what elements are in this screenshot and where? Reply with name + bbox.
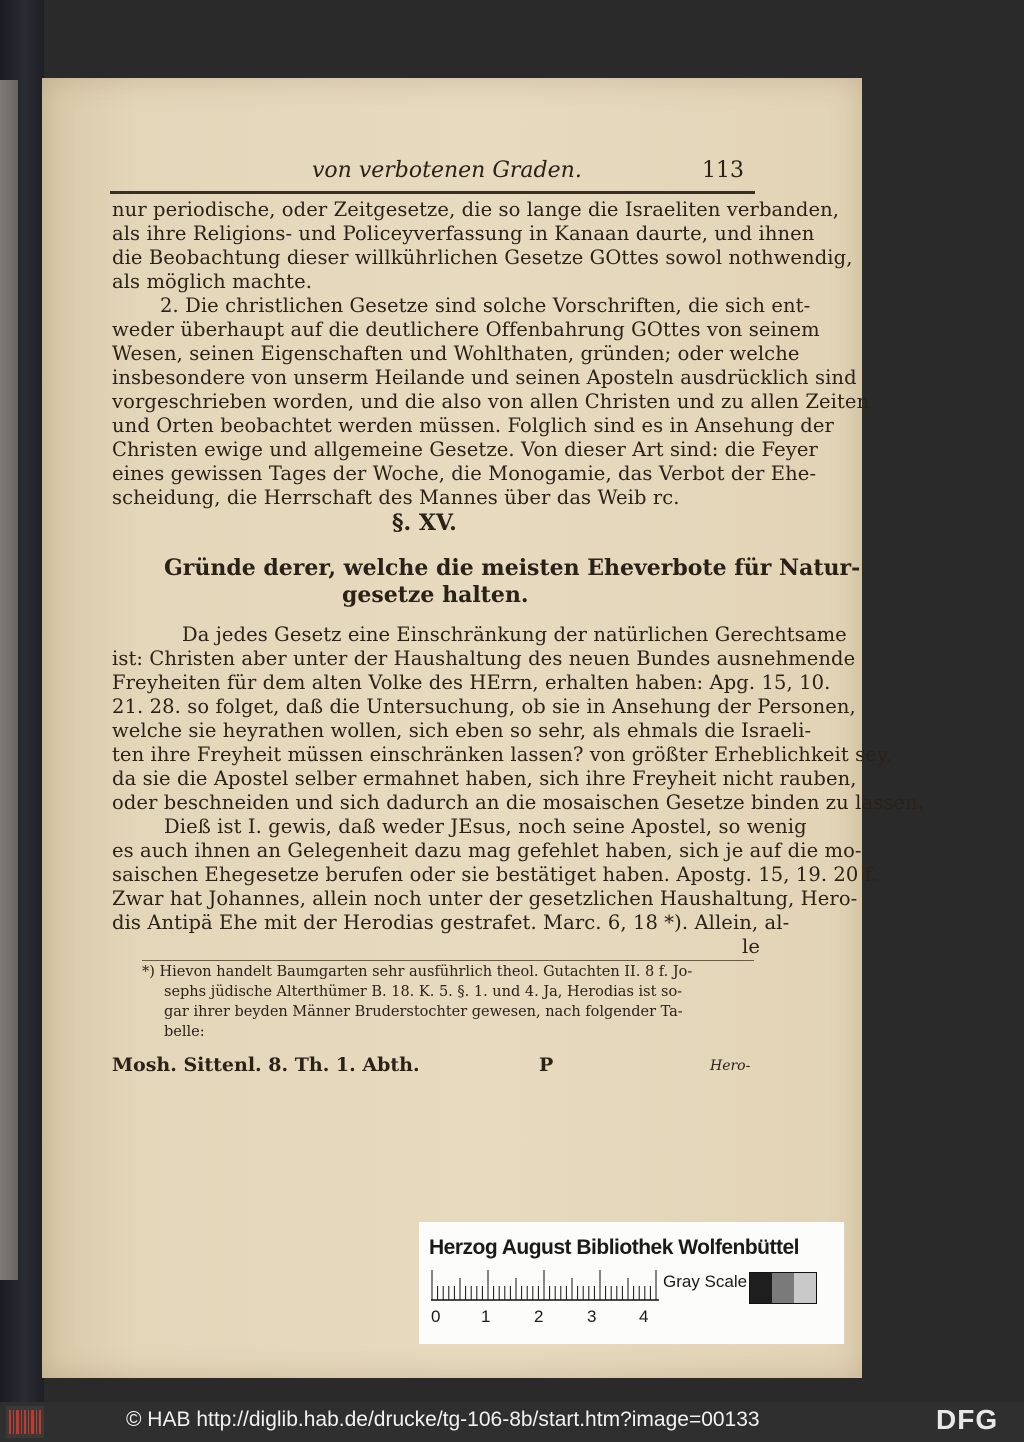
body-line: nur periodische, oder Zeitgesetze, die so lange die Israeliten verbanden, (112, 198, 840, 221)
header-rule (110, 191, 755, 194)
body-line: oder beschneiden und sich dadurch an die mosaischen Gesetze binden zu lassen. (112, 791, 924, 814)
body-line: saischen Ehegesetze berufen oder sie bestätiget haben. Apostg. 15, 19. 20 f. (112, 863, 878, 886)
dfg-logo: DFG (936, 1404, 999, 1435)
signature-mark: P (539, 1054, 554, 1076)
library-name: Herzog August Bibliothek Wolfenbüttel (429, 1236, 799, 1259)
footnote-line: sephs jüdische Alterthümer B. 18. K. 5. §. 1. und 4. Ja, Herodias ist so- (164, 984, 683, 1000)
body-line: Dieß ist I. gewis, daß weder JEsus, noch seine Apostel, so wenig (164, 815, 807, 838)
scale-number: 4 (639, 1307, 649, 1326)
body-line: Wesen, seinen Eigenschaften und Wohlthaten, gründen; oder welche (112, 342, 800, 365)
ruler-icon (431, 1269, 659, 1301)
body-line: dis Antipä Ehe mit der Herodias gestrafet. Marc. 6, 18 *). Allein, al- (112, 911, 790, 934)
body-line: Freyheiten für dem alten Volke des HErrn, erhalten haben: Apg. 15, 10. (112, 671, 831, 694)
body-line: als ihre Religions- und Policeyverfassung in Kanaan daurte, und ihnen (112, 222, 815, 245)
body-line: die Beobachtung dieser willkührlichen Gesetze GOttes sowol nothwendig, (112, 246, 853, 269)
scale-number: 2 (534, 1307, 544, 1326)
body-line: welche sie heyrathen wollen, sich eben so sehr, als ehmals die Israeli- (112, 719, 812, 742)
catchword: le (742, 935, 760, 958)
body-line: und Orten beobachtet werden müssen. Folglich sind es in Ansehung der (112, 414, 834, 437)
body-line: Da jedes Gesetz eine Einschränkung der natürlichen Gerechtsame (182, 623, 847, 646)
body-line: scheidung, die Herrschaft des Mannes über das Weib rc. (112, 486, 680, 509)
section-number: §. XV. (392, 510, 457, 536)
gray-swatch-mid (772, 1273, 794, 1303)
signature-line: Mosh. Sittenl. 8. Th. 1. Abth. (112, 1054, 420, 1076)
body-line: da sie die Apostel selber ermahnet haben, sich ihre Freyheit nicht rauben, (112, 767, 857, 790)
signature-catchword: Hero- (710, 1058, 751, 1074)
footnote-line: gar ihrer beyden Männer Bruderstochter gewesen, nach folgender Ta- (164, 1004, 683, 1020)
book-page (42, 78, 924, 1378)
gray-scale-label: Gray Scale (663, 1272, 748, 1291)
footnote-line: *) Hievon handelt Baumgarten sehr ausführlich theol. Gutachten II. 8 f. Jo- (142, 964, 693, 980)
body-line: Zwar hat Johannes, allein noch unter der gesetzlichen Haushaltung, Hero- (112, 887, 858, 910)
gray-scale-card (419, 1222, 844, 1344)
footnote-line: belle: (164, 1024, 205, 1040)
scale-number: 0 (431, 1307, 441, 1326)
gray-swatch-light (794, 1273, 816, 1303)
adjacent-page-edge (0, 80, 18, 1280)
body-line: es auch ihnen an Gelegenheit dazu mag gefehlet haben, sich je auf die mo- (112, 839, 862, 862)
body-line: ist: Christen aber unter der Haushaltung des neuen Bundes ausnehmende (112, 647, 856, 670)
body-line: 2. Die christlichen Gesetze sind solche Vorschriften, die sich ent- (160, 294, 811, 317)
source-link[interactable]: © HAB http://diglib.hab.de/drucke/tg-106-8b/start.htm?image=00133 (126, 1408, 760, 1431)
scale-number: 3 (587, 1307, 597, 1326)
barcode-icon (6, 1406, 44, 1438)
body-line: vorgeschrieben worden, und die also von allen Christen und zu allen Zeiten (112, 390, 870, 413)
footnote-separator (142, 960, 754, 961)
body-line: ten ihre Freyheit müssen einschränken lassen? von größter Erheblichkeit sey, (112, 743, 892, 766)
body-line: weder überhaupt auf die deutlichere Offenbahrung GOttes von seinem (112, 318, 820, 341)
section-heading-continued: gesetze halten. (342, 582, 529, 608)
body-line: Christen ewige und allgemeine Gesetze. Von dieser Art sind: die Feyer (112, 438, 818, 461)
page-number: 113 (702, 158, 744, 183)
body-line: eines gewissen Tages der Woche, die Monogamie, das Verbot der Ehe- (112, 462, 817, 485)
gray-swatches (749, 1272, 817, 1304)
scale-number: 1 (481, 1307, 491, 1326)
body-line: als möglich machte. (112, 270, 313, 293)
body-line: insbesondere von unserm Heilande und seinen Aposteln ausdrücklich sind (112, 366, 857, 389)
running-head: von verbotenen Graden. (312, 158, 582, 183)
body-line: 21. 28. so folget, daß die Untersuchung, ob sie in Ansehung der Personen, (112, 695, 856, 718)
gray-swatch-dark (750, 1273, 772, 1303)
section-heading: Gründe derer, welche die meisten Eheverbote für Natur- (164, 555, 861, 581)
